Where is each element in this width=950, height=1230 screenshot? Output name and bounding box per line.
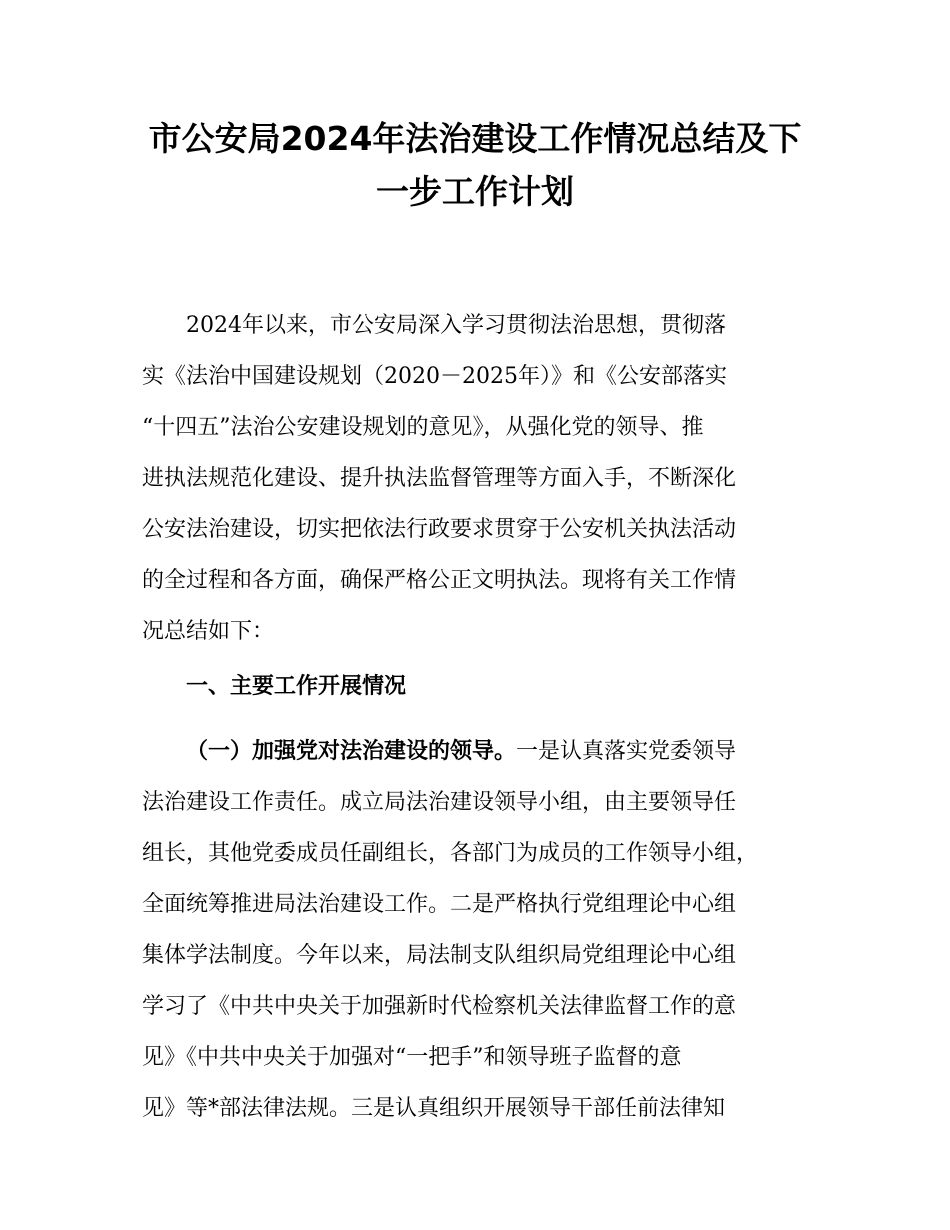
subsection-1-line-6: 学习了《中共中央关于加强新时代检察机关法律监督工作的意 bbox=[142, 994, 737, 1019]
intro-line-4: 进执法规范化建设、提升执法监督管理等方面入手，不断深化 bbox=[142, 466, 737, 491]
intro-line-6: 的全过程和各方面，确保严格公正文明执法。现将有关工作情 bbox=[142, 568, 737, 593]
subsection-1-line-7: 见》《中共中央关于加强对“一把手”和领导班子监督的意 bbox=[142, 1045, 682, 1070]
section-1-heading: 一、主要工作开展情况 bbox=[186, 674, 407, 699]
subsection-1-line-8: 见》等*部法律法规。三是认真组织开展领导干部任前法律知 bbox=[142, 1096, 726, 1121]
intro-line-2: 实《法治中国建设规划（2020－2025年）》和《公安部落实 bbox=[142, 364, 727, 389]
intro-line-1: 2024年以来，市公安局深入学习贯彻法治思想，贯彻落 bbox=[186, 313, 726, 338]
subsection-1-line-4: 全面统筹推进局法治建设工作。二是严格执行党组理论中心组 bbox=[142, 892, 737, 917]
subsection-1-heading: （一）加强党对法治建设的领导。 bbox=[186, 739, 517, 764]
intro-line-5: 公安法治建设，切实把依法行政要求贯穿于公安机关执法活动 bbox=[142, 517, 737, 542]
intro-line-3: “十四五”法治公安建设规划的意见》，从强化党的领导、推 bbox=[142, 415, 704, 440]
document-title bbox=[140, 112, 810, 218]
subsection-1-line-3: 组长，其他党委成员任副组长，各部门为成员的工作领导小组， bbox=[142, 841, 759, 866]
subsection-1-first-line-text: 一是认真落实党委领导 bbox=[516, 739, 737, 764]
subsection-1-line-2: 法治建设工作责任。成立局法治建设领导小组，由主要领导任 bbox=[142, 790, 737, 815]
subsection-1-first-line bbox=[142, 726, 810, 777]
intro-line-7: 况总结如下： bbox=[142, 619, 275, 644]
subsection-1-line-5: 集体学法制度。今年以来，局法制支队组织局党组理论中心组 bbox=[142, 943, 737, 968]
subsection-1-paragraph bbox=[142, 726, 810, 1134]
intro-paragraph bbox=[142, 300, 810, 657]
title-line-2: 一步工作计划 bbox=[376, 172, 574, 211]
title-line-1: 市公安局2024年法治建设工作情况总结及下 bbox=[148, 119, 802, 158]
section-1 bbox=[142, 661, 810, 712]
